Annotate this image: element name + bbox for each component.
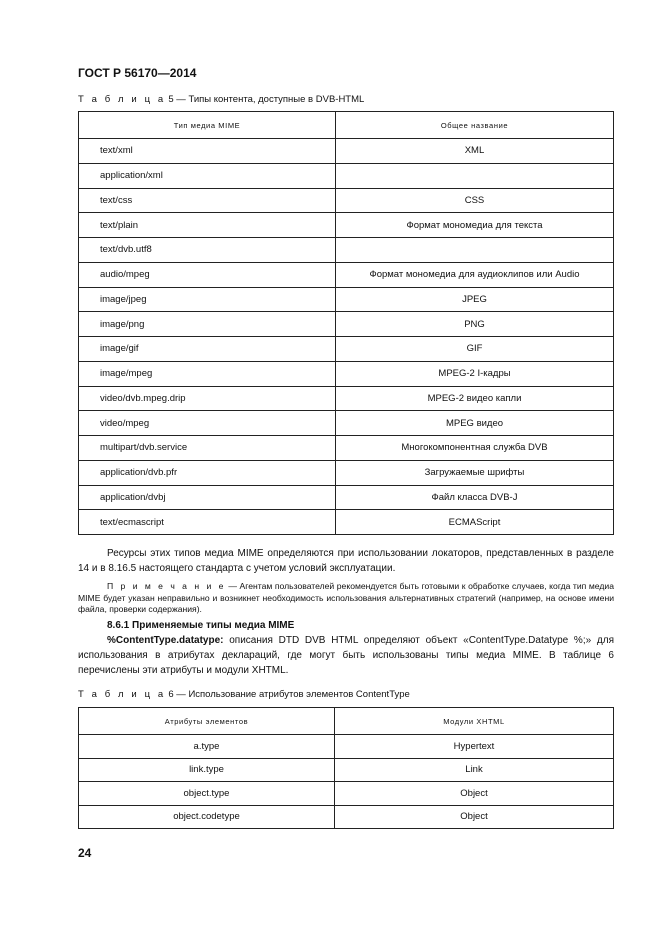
table5-caption-prefix: Т а б л и ц а — [78, 94, 166, 105]
table-cell-value: ECMAScript — [336, 510, 614, 535]
table-cell-value: Файл класса DVB-J — [336, 485, 614, 510]
table-cell-value: MPEG-2 видео капли — [336, 386, 614, 411]
table5-header-mime: Тип медиа MIME — [79, 112, 336, 139]
table-cell-key: text/dvb.utf8 — [79, 238, 336, 263]
paragraph-2 — [78, 633, 614, 678]
table-row — [79, 312, 614, 337]
table6-caption-prefix: Т а б л и ц а — [78, 689, 166, 700]
table-row — [79, 386, 614, 411]
table-cell-key: a.type — [79, 735, 335, 759]
table-cell-value: Link — [335, 758, 614, 782]
table-row — [79, 735, 614, 759]
table-cell-key: link.type — [79, 758, 335, 782]
table-cell-key: application/dvb.pfr — [79, 460, 336, 485]
table-cell-key: text/css — [79, 188, 336, 213]
table-row — [79, 287, 614, 312]
table-cell-key: text/ecmascript — [79, 510, 336, 535]
table-cell-value: MPEG видео — [336, 411, 614, 436]
paragraph-2-bold: %ContentType.datatype: — [107, 635, 224, 646]
table-cell-value: Object — [335, 782, 614, 806]
table5-header-row — [79, 112, 614, 139]
table-cell-key: application/xml — [79, 163, 336, 188]
table-row — [79, 805, 614, 829]
table-6 — [78, 707, 614, 829]
table-row — [79, 510, 614, 535]
table-cell-value: XML — [336, 139, 614, 164]
table5-header-common-name: Общее название — [336, 112, 614, 139]
table-row — [79, 460, 614, 485]
table-cell-value: Формат мономедиа для аудиоклипов или Audio — [336, 262, 614, 287]
table-cell-key: text/xml — [79, 139, 336, 164]
table-cell-value: CSS — [336, 188, 614, 213]
paragraph-1 — [78, 546, 614, 576]
table-cell-key: text/plain — [79, 213, 336, 238]
table-cell-key: image/gif — [79, 337, 336, 362]
table5-caption — [78, 94, 364, 105]
document-header: ГОСТ Р 56170—2014 — [78, 66, 197, 80]
table-row — [79, 139, 614, 164]
table-cell-key: audio/mpeg — [79, 262, 336, 287]
table5-body — [79, 139, 614, 535]
note-label: П р и м е ч а н и е — [107, 581, 226, 591]
table-cell-value: JPEG — [336, 287, 614, 312]
table6-header-modules: Модули XHTML — [335, 708, 614, 735]
table-cell-key: image/png — [79, 312, 336, 337]
table-cell-key: video/dvb.mpeg.drip — [79, 386, 336, 411]
table-row — [79, 782, 614, 806]
table-row — [79, 361, 614, 386]
table-cell-value: MPEG-2 I-кадры — [336, 361, 614, 386]
section-heading: 8.6.1 Применяемые типы медиа MIME — [107, 620, 295, 631]
table-row — [79, 213, 614, 238]
table-cell-key: application/dvbj — [79, 485, 336, 510]
table-row — [79, 485, 614, 510]
table-row — [79, 163, 614, 188]
table-row — [79, 758, 614, 782]
page-number: 24 — [78, 846, 92, 860]
table-row — [79, 262, 614, 287]
table-row — [79, 436, 614, 461]
note — [78, 581, 614, 616]
table-cell-value: GIF — [336, 337, 614, 362]
table-cell-value: Object — [335, 805, 614, 829]
table-row — [79, 188, 614, 213]
table-cell-key: multipart/dvb.service — [79, 436, 336, 461]
table-cell-value: Многокомпонентная служба DVB — [336, 436, 614, 461]
paragraph-2-text: описания DTD DVB HTML определяют объект «ContentType.Datatype %;» для использования в атрибутах деклараций, где могут быть использованы типы медиа MIME. В таблице 6 перечислены эти атрибуты и модули XHTML. — [78, 635, 614, 676]
table-row — [79, 238, 614, 263]
table-row — [79, 337, 614, 362]
table-cell-key: image/jpeg — [79, 287, 336, 312]
table-5 — [78, 111, 614, 535]
table-row — [79, 411, 614, 436]
paragraph-1-text: Ресурсы этих типов медиа MIME определяются при использовании локаторов, представленных в разделе 14 и в 8.16.5 настоящего стандарта с учетом условий эксплуатации. — [78, 548, 614, 574]
note-text: — Агентам пользователей рекомендуется быть готовыми к обработке случаев, когда тип медиа MIME будет указан неправильно и возникнет необходимость использования альтернативных стратегий (например, на основе имени файла, проверки содержания). — [78, 581, 614, 614]
table6-caption — [78, 689, 410, 700]
table-cell-key: object.codetype — [79, 805, 335, 829]
table6-header-attributes: Атрибуты элементов — [79, 708, 335, 735]
table-cell-value: Hypertext — [335, 735, 614, 759]
table-cell-key: video/mpeg — [79, 411, 336, 436]
table-cell-key: object.type — [79, 782, 335, 806]
table-cell-value: PNG — [336, 312, 614, 337]
table-cell-value — [336, 238, 614, 263]
table-cell-value: Формат мономедиа для текста — [336, 213, 614, 238]
table6-caption-text: 6 — Использование атрибутов элементов ContentType — [165, 689, 410, 700]
table-cell-value: Загружаемые шрифты — [336, 460, 614, 485]
table-cell-key: image/mpeg — [79, 361, 336, 386]
table5-caption-text: 5 — Типы контента, доступные в DVB-HTML — [165, 94, 365, 105]
table-cell-value — [336, 163, 614, 188]
table6-body — [79, 735, 614, 829]
table6-header-row — [79, 708, 614, 735]
